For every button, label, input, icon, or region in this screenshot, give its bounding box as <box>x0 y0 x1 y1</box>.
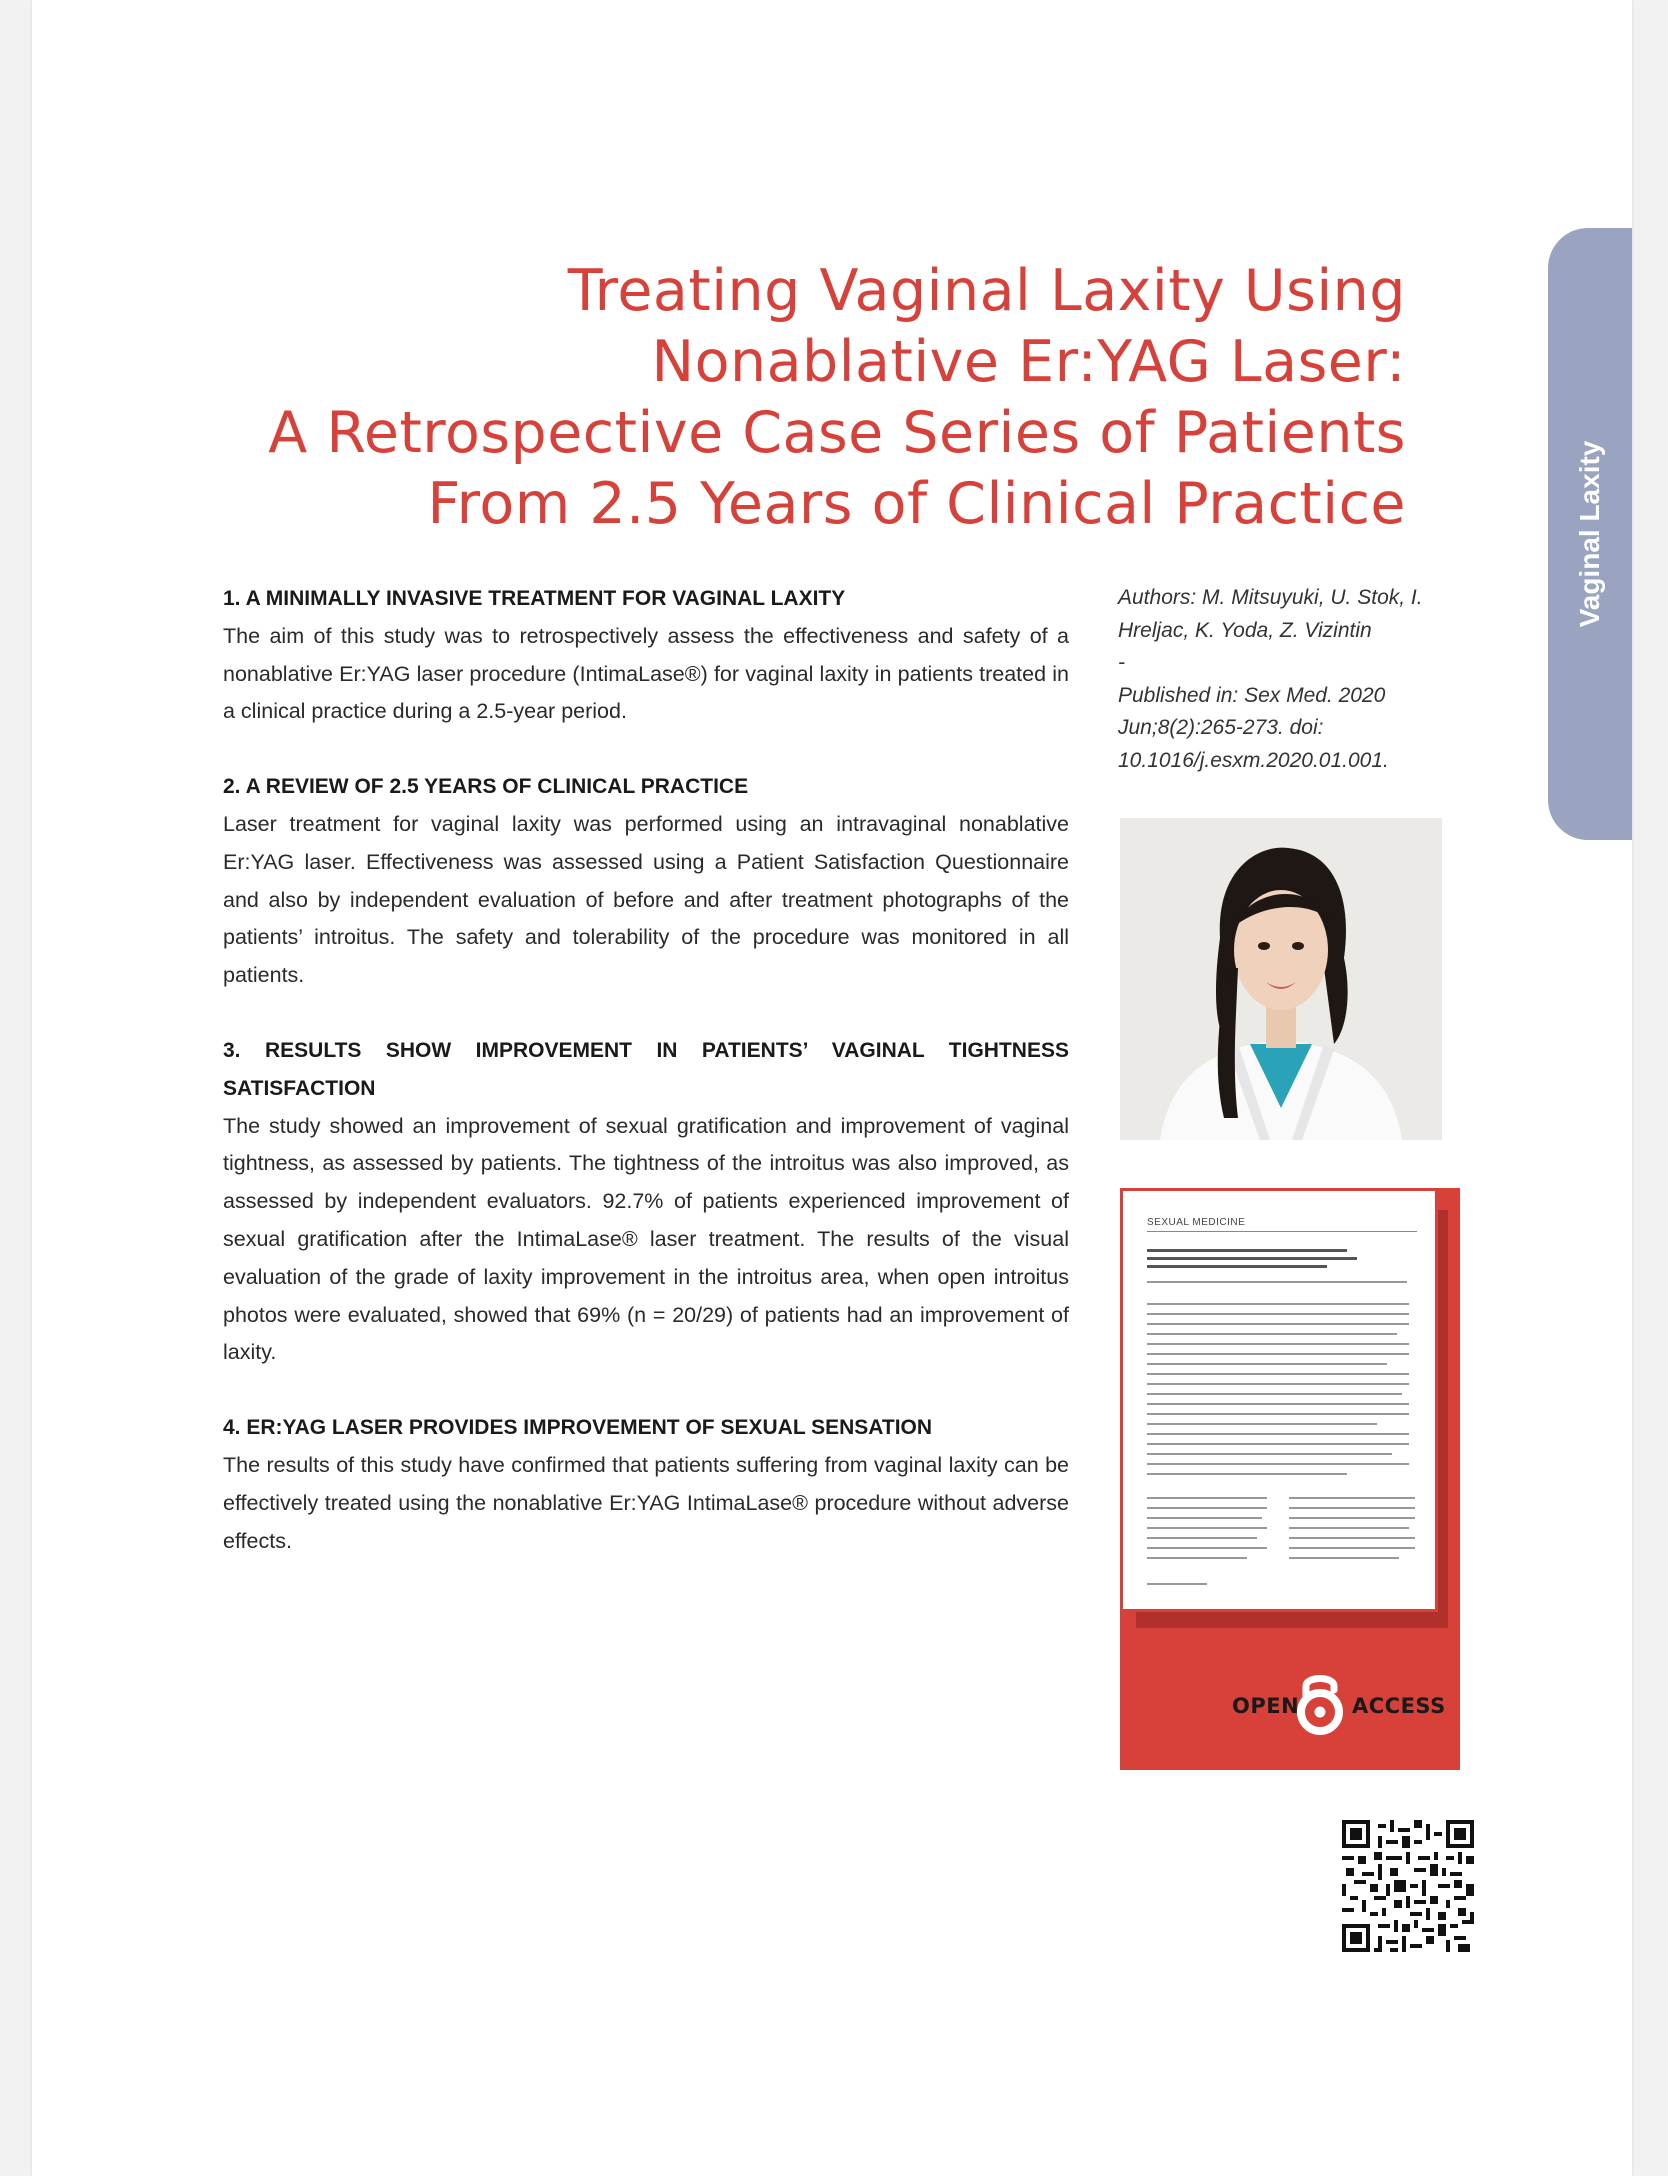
access-label: ACCESS <box>1352 1694 1446 1718</box>
authors: Authors: M. Mitsuyuki, U. Stok, I. Hreljac, K. Yoda, Z. Vizintin <box>1118 586 1423 642</box>
cover-text-line <box>1147 1557 1247 1559</box>
section-aim <box>223 580 1069 731</box>
document-page <box>32 0 1632 2176</box>
side-tab <box>1548 228 1632 840</box>
cover-text-line <box>1147 1453 1392 1455</box>
cover-text-line <box>1147 1313 1409 1315</box>
portrait-illustration <box>1120 818 1442 1140</box>
cover-rule <box>1147 1231 1417 1232</box>
section-heading: 1. A MINIMALLY INVASIVE TREATMENT FOR VAGINAL LAXITY <box>223 587 846 610</box>
cover-text-line <box>1147 1547 1267 1549</box>
cover-text-line <box>1147 1517 1262 1519</box>
cover-title-line <box>1147 1265 1327 1268</box>
author-portrait-photo <box>1120 818 1442 1140</box>
cover-text-line <box>1147 1281 1407 1283</box>
cover-text-line <box>1289 1507 1415 1509</box>
cover-text-line <box>1147 1463 1409 1465</box>
cover-text-line <box>1289 1547 1415 1549</box>
section-text: The results of this study have confirmed that patients suffering from vaginal laxity can be effectively treated using the nonablative Er:YAG IntimaLase® procedure without adverse effects. <box>223 1452 1069 1553</box>
cover-text-line <box>1147 1473 1347 1475</box>
section-text: The study showed an improvement of sexual gratification and improvement of vaginal tightness, as assessed by patients. The tightness of the introitus was also improved, as assessed by independent evaluators. 92.7% of patients experienced improvement of sexual gratification after the IntimaLase® laser treatment. The results of the visual evaluation of the grade of laxity improvement in the introitus area, when open introitus photos were evaluated, showed that 69% (n = 20/29) of patients had an improvement of laxity. <box>223 1113 1069 1365</box>
title-line: Treating Vaginal Laxity Using <box>567 258 1406 325</box>
open-access-lock-icon <box>1296 1668 1344 1736</box>
journal-cover-thumbnail <box>1120 1188 1438 1612</box>
cover-title-line <box>1147 1257 1357 1260</box>
cover-text-line <box>1147 1363 1387 1365</box>
cover-journal-name: SEXUAL MEDICINE <box>1147 1217 1246 1228</box>
title-line: A Retrospective Case Series of Patients <box>268 400 1406 467</box>
journal-cover-card <box>1120 1188 1460 1770</box>
side-tab-label: Vaginal Laxity <box>1574 440 1605 628</box>
cover-text-line <box>1147 1333 1397 1335</box>
cover-text-line <box>1289 1527 1409 1529</box>
section-methods <box>223 768 1069 995</box>
cover-text-line <box>1147 1343 1409 1345</box>
cover-text-line <box>1147 1413 1409 1415</box>
cover-text-line <box>1147 1423 1377 1425</box>
section-heading: 3. RESULTS SHOW IMPROVEMENT IN PATIENTS’ VAGINAL TIGHTNESS SATISFACTION <box>223 1038 1069 1100</box>
section-text: The aim of this study was to retrospectively assess the effectiveness and safety of a nonablative Er:YAG laser procedure (IntimaLase®) for vaginal laxity in patients treated in a clinical practice during a 2.5-year period. <box>223 623 1069 724</box>
open-access-badge <box>1120 1666 1460 1736</box>
section-results <box>223 1032 1069 1372</box>
section-text: Laser treatment for vaginal laxity was performed using an intravaginal nonablative Er:YAG laser. Effectiveness was assessed using a Patient Satisfaction Questionnaire and also by independent evaluation of before and after treatment photographs of the patients’ introitus. The safety and tolerability of the procedure was monitored in all patients. <box>223 811 1069 988</box>
qr-code <box>1342 1820 1474 1952</box>
title-line: Nonablative Er:YAG Laser: <box>651 329 1406 396</box>
cover-text-line <box>1147 1353 1409 1355</box>
section-conclusion <box>223 1409 1069 1560</box>
cover-title-line <box>1147 1249 1347 1252</box>
title-line: From 2.5 Years of Clinical Practice <box>427 471 1406 538</box>
publication-meta <box>1118 582 1458 777</box>
cover-text-line <box>1147 1403 1409 1405</box>
cover-text-line <box>1147 1527 1267 1529</box>
open-label: OPEN <box>1232 1694 1300 1718</box>
article-body <box>223 580 1069 1597</box>
section-heading: 2. A REVIEW OF 2.5 YEARS OF CLINICAL PRACTICE <box>223 775 749 799</box>
section-heading: 4. ER:YAG LASER PROVIDES IMPROVEMENT OF SEXUAL SENSATION <box>223 1416 933 1440</box>
meta-separator: - <box>1118 651 1125 674</box>
cover-text-line <box>1289 1537 1415 1539</box>
cover-text-line <box>1147 1373 1409 1375</box>
article-title <box>106 256 1406 540</box>
cover-text-line <box>1289 1517 1415 1519</box>
cover-text-line <box>1147 1383 1409 1385</box>
cover-text-line <box>1147 1507 1267 1509</box>
cover-text-line <box>1147 1583 1207 1585</box>
cover-text-line <box>1147 1393 1402 1395</box>
cover-text-line <box>1147 1323 1409 1325</box>
cover-text-line <box>1147 1537 1257 1539</box>
cover-text-line <box>1289 1497 1415 1499</box>
cover-text-line <box>1147 1433 1409 1435</box>
cover-text-line <box>1289 1557 1399 1559</box>
publication-reference: Published in: Sex Med. 2020 Jun;8(2):265-273. doi: 10.1016/j.esxm.2020.01.001. <box>1118 683 1389 772</box>
cover-text-line <box>1147 1303 1409 1305</box>
cover-text-line <box>1147 1443 1409 1445</box>
cover-text-line <box>1147 1497 1267 1499</box>
